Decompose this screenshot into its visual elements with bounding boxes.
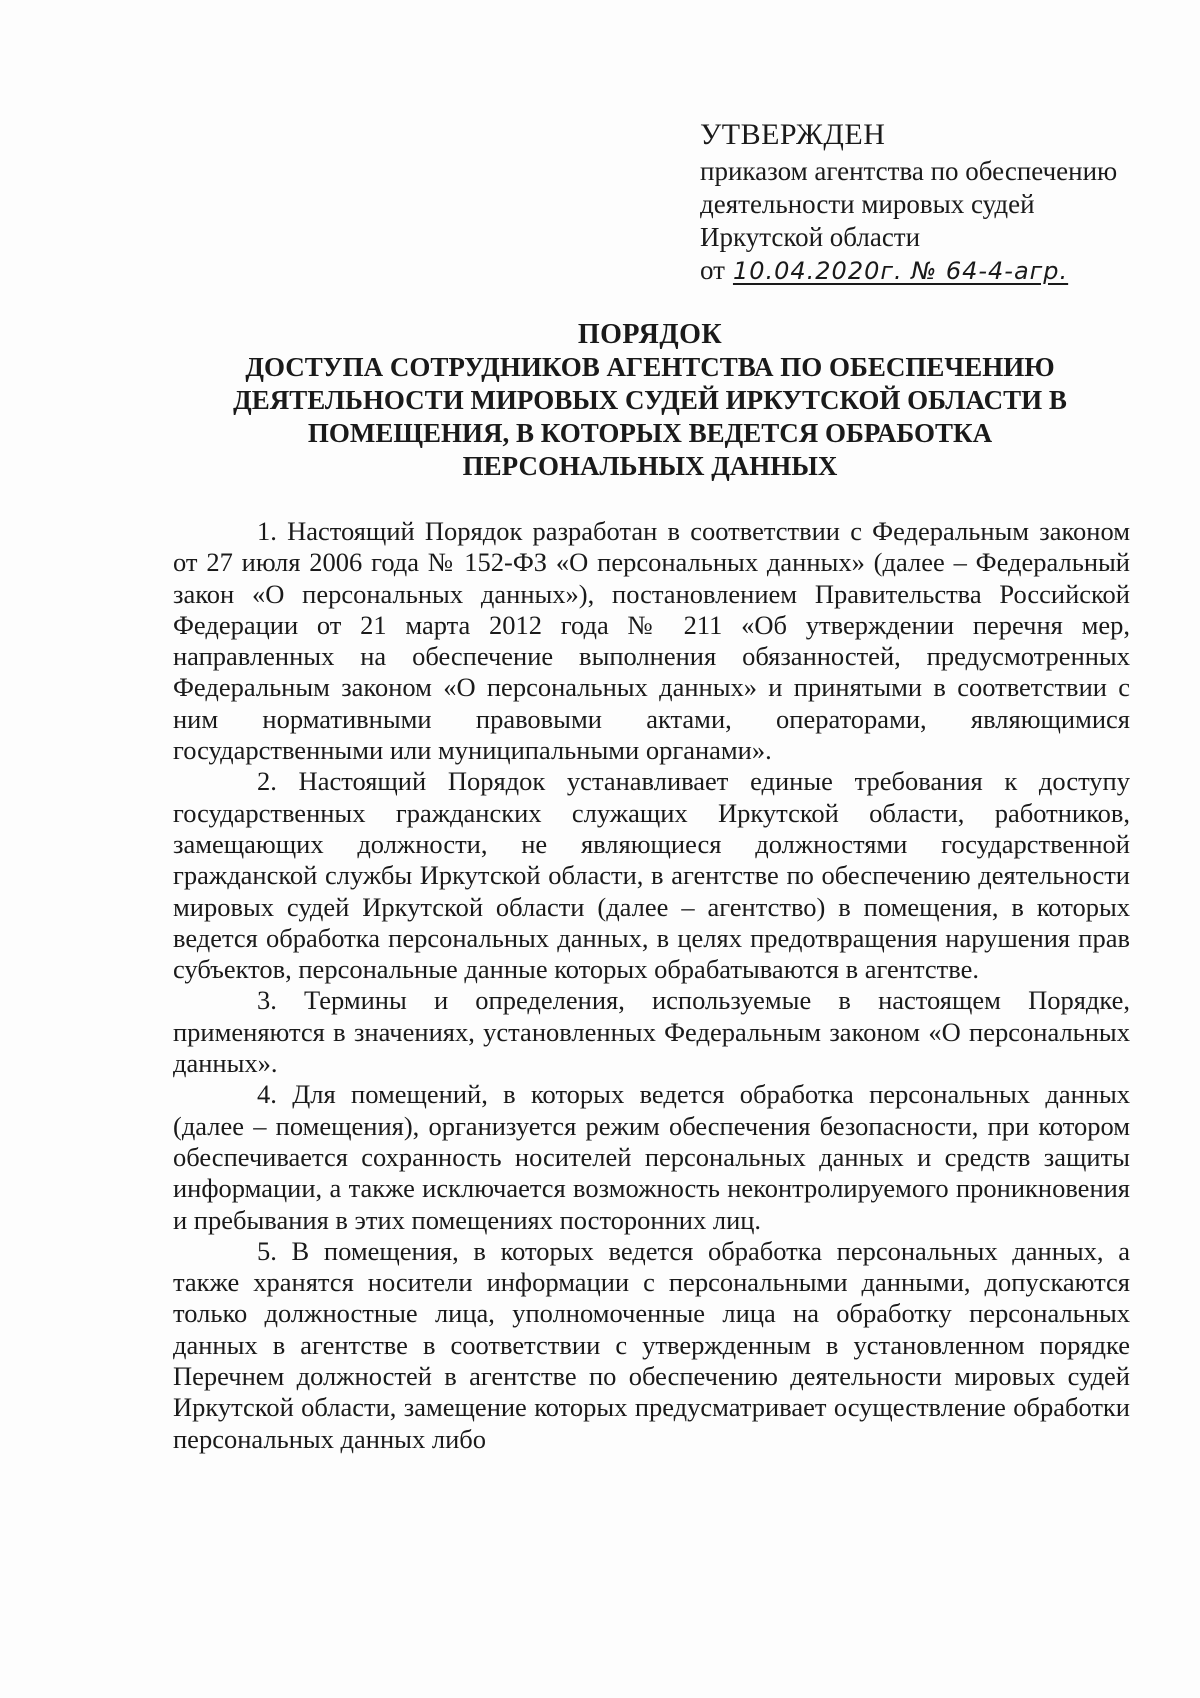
title-line-3: ДЕЯТЕЛЬНОСТИ МИРОВЫХ СУДЕЙ ИРКУТСКОЙ ОБЛАСТИ В <box>233 385 1067 415</box>
approval-date-prefix: от <box>700 255 725 285</box>
handwritten-order-number: 10.04.2020г. № 64-4-агр. <box>732 257 1069 285</box>
title-line-2: ДОСТУПА СОТРУДНИКОВ АГЕНТСТВА ПО ОБЕСПЕЧЕНИЮ <box>245 352 1055 382</box>
document-title <box>180 318 1120 483</box>
approval-line-3: Иркутской области <box>700 222 921 252</box>
paragraph-3: 3. Термины и определения, используемые в настоящем Порядке, применяются в значениях, установленных Федеральным законом «О персональных данных». <box>173 985 1130 1079</box>
paragraph-4: 4. Для помещений, в которых ведется обработка персональных данных (далее – помещения), организуется режим обеспечения безопасности, при котором обеспечивается сохранность носителей персональных данных и средств защиты информации, а также исключается возможность неконтролируемого проникновения и пребывания в этих помещениях посторонних лиц. <box>173 1079 1130 1235</box>
title-line-1: ПОРЯДОК <box>577 319 723 350</box>
approval-line-1: приказом агентства по обеспечению <box>700 156 1118 186</box>
title-line-5: ПЕРСОНАЛЬНЫХ ДАННЫХ <box>462 451 838 481</box>
paragraph-1: 1. Настоящий Порядок разработан в соответствии с Федеральным законом от 27 июля 2006 года № 152-ФЗ «О персональных данных» (далее – Федеральный закон «О персональных данных»), постановлением Правительства Российской Федерации от 21 марта 2012 года № 211 «Об утверждении перечня мер, направленных на обеспечение выполнения обязанностей, предусмотренных Федеральным законом «О персональных данных» и принятыми в соответствии с ним нормативными правовыми актами, операторами, являющимися государственными или муниципальными органами». <box>173 516 1130 766</box>
document-body <box>173 516 1130 1455</box>
approval-line-2: деятельности мировых судей <box>700 189 1035 219</box>
approval-date-line <box>700 254 1140 288</box>
paragraph-2: 2. Настоящий Порядок устанавливает единые требования к доступу государственных гражданских служащих Иркутской области, работников, замещающих должности, не являющиеся должностями государственной гражданской службы Иркутской области, в агентстве по обеспечению деятельности мировых судей Иркутской области (далее – агентство) в помещения, в которых ведется обработка персональных данных, в целях предотвращения нарушения прав субъектов, персональные данные которых обрабатываются в агентстве. <box>173 766 1130 985</box>
title-line-4: ПОМЕЩЕНИЯ, В КОТОРЫХ ВЕДЕТСЯ ОБРАБОТКА <box>307 418 993 448</box>
approval-stamp <box>700 118 1140 288</box>
paragraph-5: 5. В помещения, в которых ведется обработка персональных данных, а также хранятся носители информации с персональными данными, допускаются только должностные лица, уполномоченные лица на обработку персональных данных в агентстве в соответствии с утвержденным в установленном порядке Перечнем должностей в агентстве по обеспечению деятельности мировых судей Иркутской области, замещение которых предусматривает осуществление обработки персональных данных либо <box>173 1235 1130 1454</box>
approval-title: УТВЕРЖДЕН <box>700 118 886 151</box>
